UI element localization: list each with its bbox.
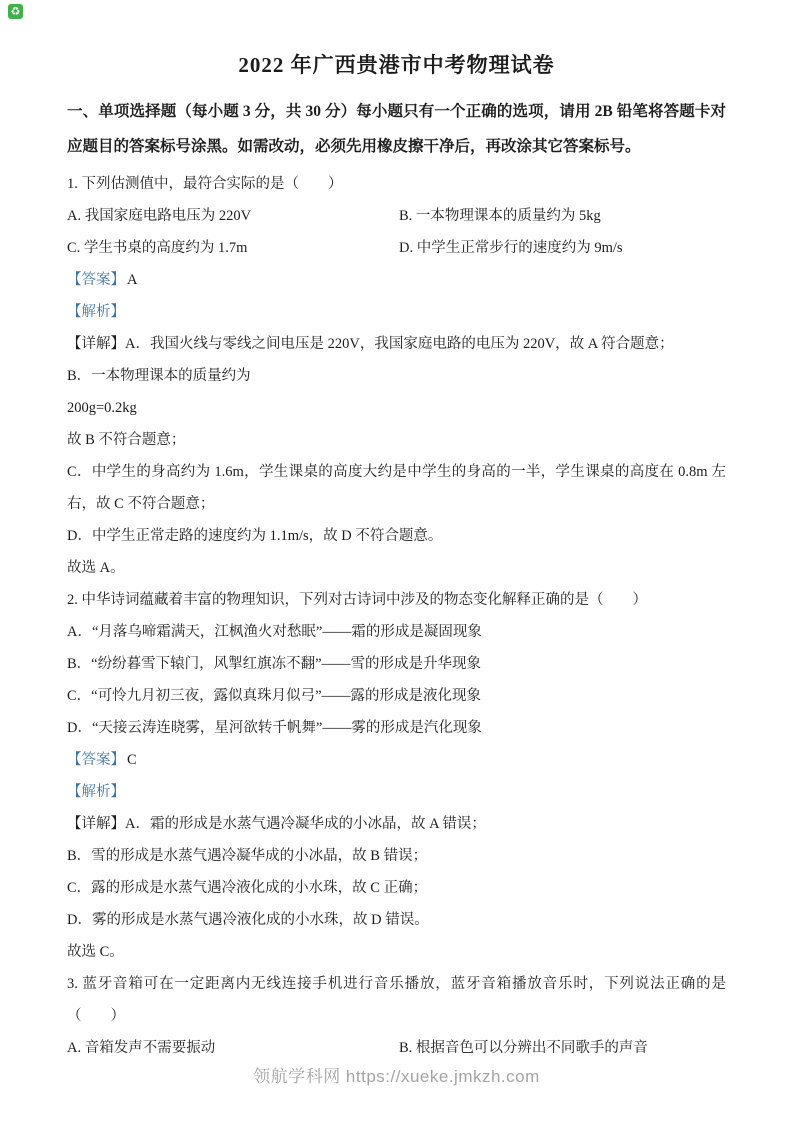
q2-answer-line — [67, 744, 726, 776]
q2-explanation-a: 【详解】A．霜的形成是水蒸气遇冷凝华成的小冰晶，故 A 错误； — [67, 816, 486, 832]
section-header: 一、单项选择题（每小题 3 分，共 30 分）每小题只有一个正确的选项，请用 2B 铅笔将答题卡对应题目的答案标号涂黑。如需改动，必须先用橡皮擦干净后，再改涂其它答案标号。 — [67, 103, 726, 155]
q2-answer-value: C — [127, 752, 137, 768]
q1-explanation-b: B．一本物理课本的质量约为 — [67, 368, 251, 384]
q3-stem: 3. 蓝牙音箱可在一定距离内无线连接手机进行音乐播放，蓝牙音箱播放音乐时，下列说法正确的是（ ） — [67, 976, 726, 1024]
q1-conclusion: 故选 A。 — [67, 560, 125, 576]
document-body — [0, 94, 793, 1064]
q1-answer-line — [67, 264, 726, 296]
q2-option-b: B．“纷纷暮雪下辕门，风掣红旗冻不翻”——雪的形成是升华现象 — [67, 656, 482, 672]
q1-option-c: C. 学生书桌的高度约为 1.7m — [67, 240, 248, 256]
q1-option-d: D. 中学生正常步行的速度约为 9m/s — [399, 240, 623, 256]
q1-option-b: B. 一本物理课本的质量约为 5kg — [399, 208, 601, 224]
q2-explanation-c: C．露的形成是水蒸气遇冷液化成的小水珠，故 C 正确； — [67, 880, 428, 896]
q2-conclusion: 故选 C。 — [67, 944, 124, 960]
answer-label: 【答案】 — [67, 272, 125, 288]
q1-option-row-1 — [67, 200, 726, 232]
watermark: 领航学科网 https://xueke.jmkzh.com — [253, 1067, 540, 1086]
q3-option-b: B. 根据音色可以分辨出不同歌手的声音 — [399, 1040, 648, 1056]
q2-option-c: C．“可怜九月初三夜，露似真珠月似弓”——露的形成是液化现象 — [67, 688, 482, 704]
q2-stem: 2. 中华诗词蕴藏着丰富的物理知识，下列对古诗词中涉及的物态变化解释正确的是（ ） — [67, 592, 647, 608]
q2-option-a: A．“月落乌啼霜满天，江枫渔火对愁眠”——霜的形成是凝固现象 — [67, 624, 482, 640]
recycle-icon: ♻ — [8, 4, 23, 19]
analysis-label: 【解析】 — [67, 304, 125, 320]
q3-option-row-1 — [67, 1032, 726, 1064]
q3-option-a: A. 音箱发声不需要振动 — [67, 1040, 216, 1056]
page-title: 2022 年广西贵港市中考物理试卷 — [238, 53, 555, 77]
analysis-label: 【解析】 — [67, 784, 125, 800]
q1-answer-value: A — [127, 272, 138, 288]
q1-explanation-a: 【详解】A．我国火线与零线之间电压是 220V，我国家庭电路的电压为 220V，故 A 符合题意； — [67, 336, 674, 352]
q2-option-d: D．“天接云涛连晓雾，星河欲转千帆舞”——雾的形成是汽化现象 — [67, 720, 482, 736]
q1-formula: 200g=0.2kg — [67, 400, 137, 416]
q2-explanation-d: D．雾的形成是水蒸气遇冷液化成的小水珠，故 D 错误。 — [67, 912, 429, 928]
q1-stem: 1. 下列估测值中，最符合实际的是（ ） — [67, 176, 343, 192]
q1-explanation-d: D．中学生正常走路的速度约为 1.1m/s，故 D 不符合题意。 — [67, 528, 443, 544]
q1-explanation-c: C．中学生的身高约为 1.6m，学生课桌的高度大约是中学生的身高的一半，学生课桌的高度在 0.8m 左右，故 C 不符合题意； — [67, 464, 726, 512]
q2-explanation-b: B．雪的形成是水蒸气遇冷凝华成的小冰晶，故 B 错误； — [67, 848, 428, 864]
q1-explanation-b2: 故 B 不符合题意； — [67, 432, 186, 448]
q1-option-row-2 — [67, 232, 726, 264]
q1-option-a: A. 我国家庭电路电压为 220V — [67, 208, 252, 224]
answer-label: 【答案】 — [67, 752, 125, 768]
